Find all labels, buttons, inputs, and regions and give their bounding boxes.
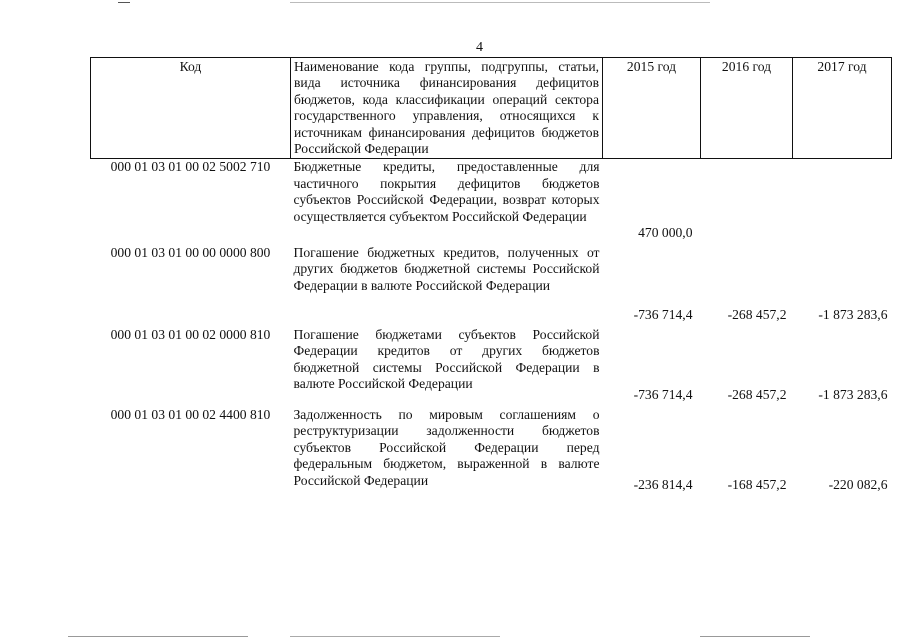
row-name: Погашение бюджетных кредитов, полученных от других бюджетов бюджетной системы Российской Федерации в валюте Российской Федерации [293, 244, 600, 293]
row-code: 000 01 03 01 00 02 5002 710 [110, 159, 271, 175]
page-number: 4 [476, 40, 483, 55]
table-header-row [91, 58, 892, 159]
scan-artifact-bottom-mid [290, 636, 500, 637]
row-name: Задолженность по мировым соглашениям о реструктуризации задолженности бюджетов субъектов Российской Федерации перед федеральным бюджетом, выраженной в валюте Российской Федерации [293, 406, 600, 488]
row-value-2017 [793, 159, 892, 245]
row-value-2015: -736 714,4 [633, 306, 693, 322]
budget-sources-table [90, 57, 892, 497]
row-value-2015: -236 814,4 [633, 476, 693, 492]
scan-artifact-top-left [118, 2, 130, 3]
row-value-2017: -1 873 283,6 [818, 306, 888, 322]
header-2016: 2016 год [701, 58, 793, 159]
scan-artifact-bottom-left [68, 636, 248, 637]
table-row [91, 159, 892, 245]
row-value-2015: 470 000,0 [638, 224, 693, 240]
row-value-2016: -268 457,2 [727, 386, 787, 402]
row-code: 000 01 03 01 00 00 0000 800 [110, 244, 271, 260]
row-value-2017: -1 873 283,6 [818, 386, 888, 402]
table-row [91, 407, 892, 497]
row-value-2015: -736 714,4 [633, 386, 693, 402]
header-code: Код [91, 58, 291, 159]
row-name: Бюджетные кредиты, предоставленные для частичного покрытия дефицитов бюджетов субъектов Российской Федерации, возврат которых осуществляется субъектом Российской Федерации [293, 159, 600, 224]
header-2017: 2017 год [793, 58, 892, 159]
row-value-2016: -168 457,2 [727, 476, 787, 492]
row-name: Погашение бюджетами субъектов Российской Федерации кредитов от других бюджетов бюджетной системы Российской Федерации в валюте Российской Федерации [293, 326, 600, 392]
header-2015: 2015 год [603, 58, 701, 159]
row-value-2016: -268 457,2 [727, 306, 787, 322]
row-value-2017: -220 082,6 [828, 476, 888, 492]
scan-artifact-top-mid [290, 2, 710, 3]
scan-artifact-bottom-right [700, 636, 810, 637]
table-row [91, 245, 892, 327]
header-name: Наименование кода группы, подгруппы, статьи, вида источника финансирования дефицитов бюджетов, кода классификации операций сектора государственного управления, относящихся к источникам финансирования дефицитов бюджетов Российской Федерации [291, 58, 603, 159]
row-code: 000 01 03 01 00 02 4400 810 [110, 406, 271, 422]
table-row [91, 327, 892, 407]
row-code: 000 01 03 01 00 02 0000 810 [110, 326, 271, 342]
row-value-2016 [701, 159, 793, 245]
